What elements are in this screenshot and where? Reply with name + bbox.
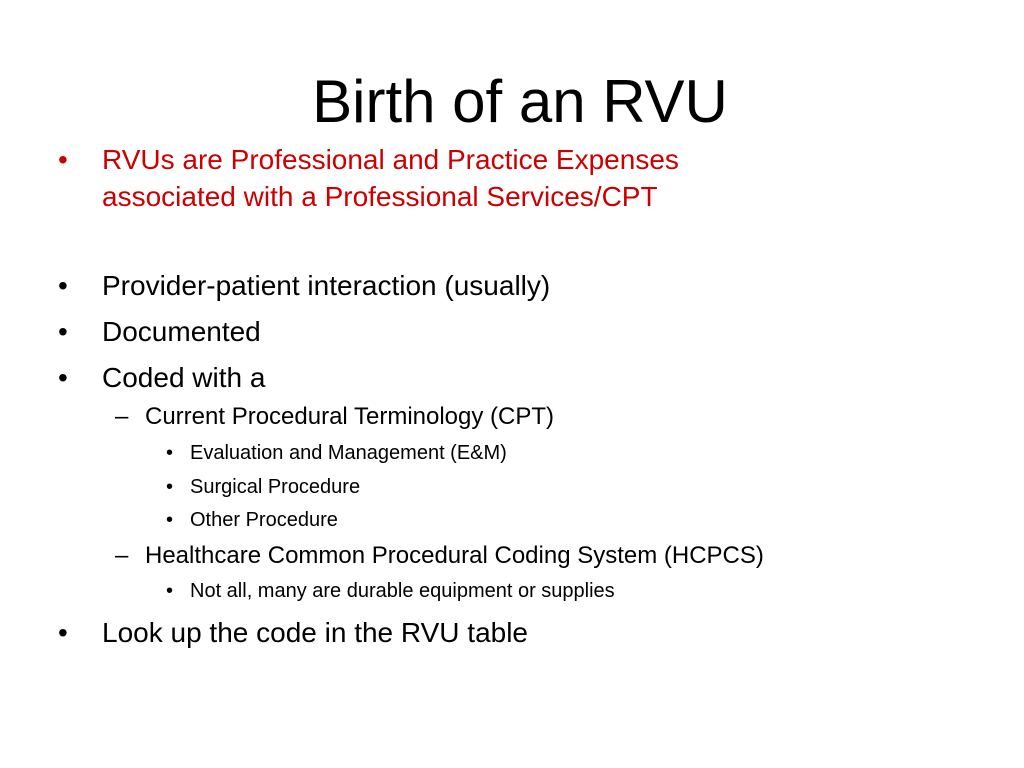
bullet-text: Current Procedural Terminology (CPT) (145, 403, 555, 430)
bullet-item (58, 614, 529, 652)
bullet-text: Not all, many are durable equipment or supplies (190, 580, 615, 602)
bullet-marker: • (58, 362, 68, 393)
bullet-text: Provider-patient interaction (usually) (102, 270, 551, 301)
bullet-marker: • (166, 509, 174, 531)
bullet-text: Other Procedure (190, 509, 338, 531)
sub-sub-bullet-item (166, 507, 338, 533)
slide-title: Birth of an RVU (312, 68, 728, 135)
bullet-marker: • (166, 476, 174, 498)
sub-bullet-item (115, 541, 764, 571)
sub-sub-bullet-item (166, 474, 361, 500)
sub-bullet-item (115, 402, 555, 432)
bullet-text: RVUs are Professional and Practice Expenses (102, 144, 679, 175)
bullet-marker: • (166, 442, 174, 464)
bullet-text: associated with a Professional Services/CPT (102, 181, 658, 212)
bullet-text: Look up the code in the RVU table (102, 617, 529, 648)
bullet-marker: • (58, 270, 68, 301)
bullet-item (58, 359, 266, 397)
bullet-item (58, 141, 679, 179)
bullet-marker: • (58, 144, 68, 175)
bullet-marker: • (58, 617, 68, 648)
bullet-text: Healthcare Common Procedural Coding System (HCPCS) (145, 542, 764, 569)
bullet-text: Coded with a (102, 362, 266, 393)
bullet-text: Surgical Procedure (190, 476, 361, 498)
bullet-item (58, 267, 551, 305)
dash-marker: – (115, 403, 129, 430)
bullet-item (58, 313, 261, 351)
bullet-text: Documented (102, 316, 261, 347)
bullet-continuation (102, 178, 658, 216)
sub-sub-bullet-item (166, 578, 615, 604)
bullet-marker: • (58, 316, 68, 347)
bullet-marker: • (166, 580, 174, 602)
sub-sub-bullet-item (166, 440, 507, 466)
dash-marker: – (115, 542, 129, 569)
bullet-text: Evaluation and Management (E&M) (190, 442, 507, 464)
